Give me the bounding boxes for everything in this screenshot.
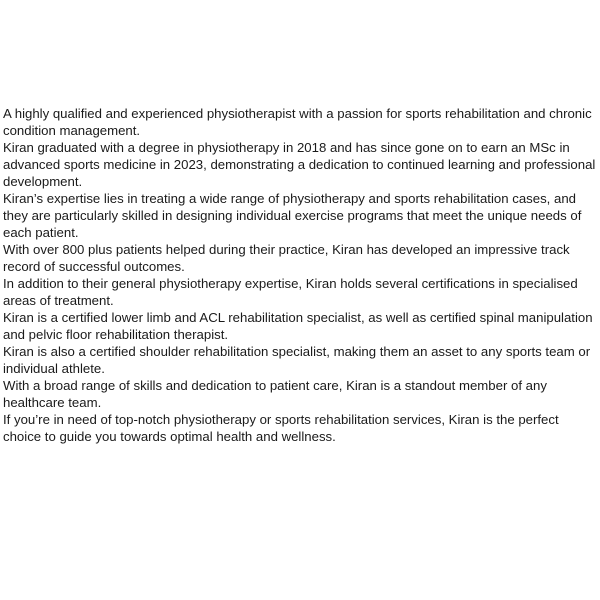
paragraph-certifications: In addition to their general physiotherapy expertise, Kiran holds several certifications in specialised areas of treatment. bbox=[3, 276, 578, 308]
paragraph-standout: With a broad range of skills and dedication to patient care, Kiran is a standout member of any healthcare team. bbox=[3, 378, 547, 410]
paragraph-shoulder: Kiran is also a certified shoulder rehabilitation specialist, making them an asset to any sports team or individual athlete. bbox=[3, 344, 591, 376]
paragraph-expertise: Kiran’s expertise lies in treating a wide range of physiotherapy and sports rehabilitation cases, and they are particularly skilled in designing individual exercise programs that meet the unique needs of each patient. bbox=[3, 191, 582, 240]
paragraph-lower-limb: Kiran is a certified lower limb and ACL rehabilitation specialist, as well as certified spinal manipulation and pelvic floor rehabilitation therapist. bbox=[3, 310, 593, 342]
paragraph-education: Kiran graduated with a degree in physiotherapy in 2018 and has since gone on to earn an MSc in advanced sports medicine in 2023, demonstrating a dedication to continued learning and professional development. bbox=[3, 140, 596, 189]
paragraph-track-record: With over 800 plus patients helped during their practice, Kiran has developed an impressive track record of successful outcomes. bbox=[3, 242, 570, 274]
document-body bbox=[3, 105, 597, 445]
paragraph-intro: A highly qualified and experienced physiotherapist with a passion for sports rehabilitation and chronic condition management. bbox=[3, 106, 592, 138]
paragraph-closing: If you’re in need of top-notch physiotherapy or sports rehabilitation services, Kiran is the perfect choice to guide you towards optimal health and wellness. bbox=[3, 412, 559, 444]
